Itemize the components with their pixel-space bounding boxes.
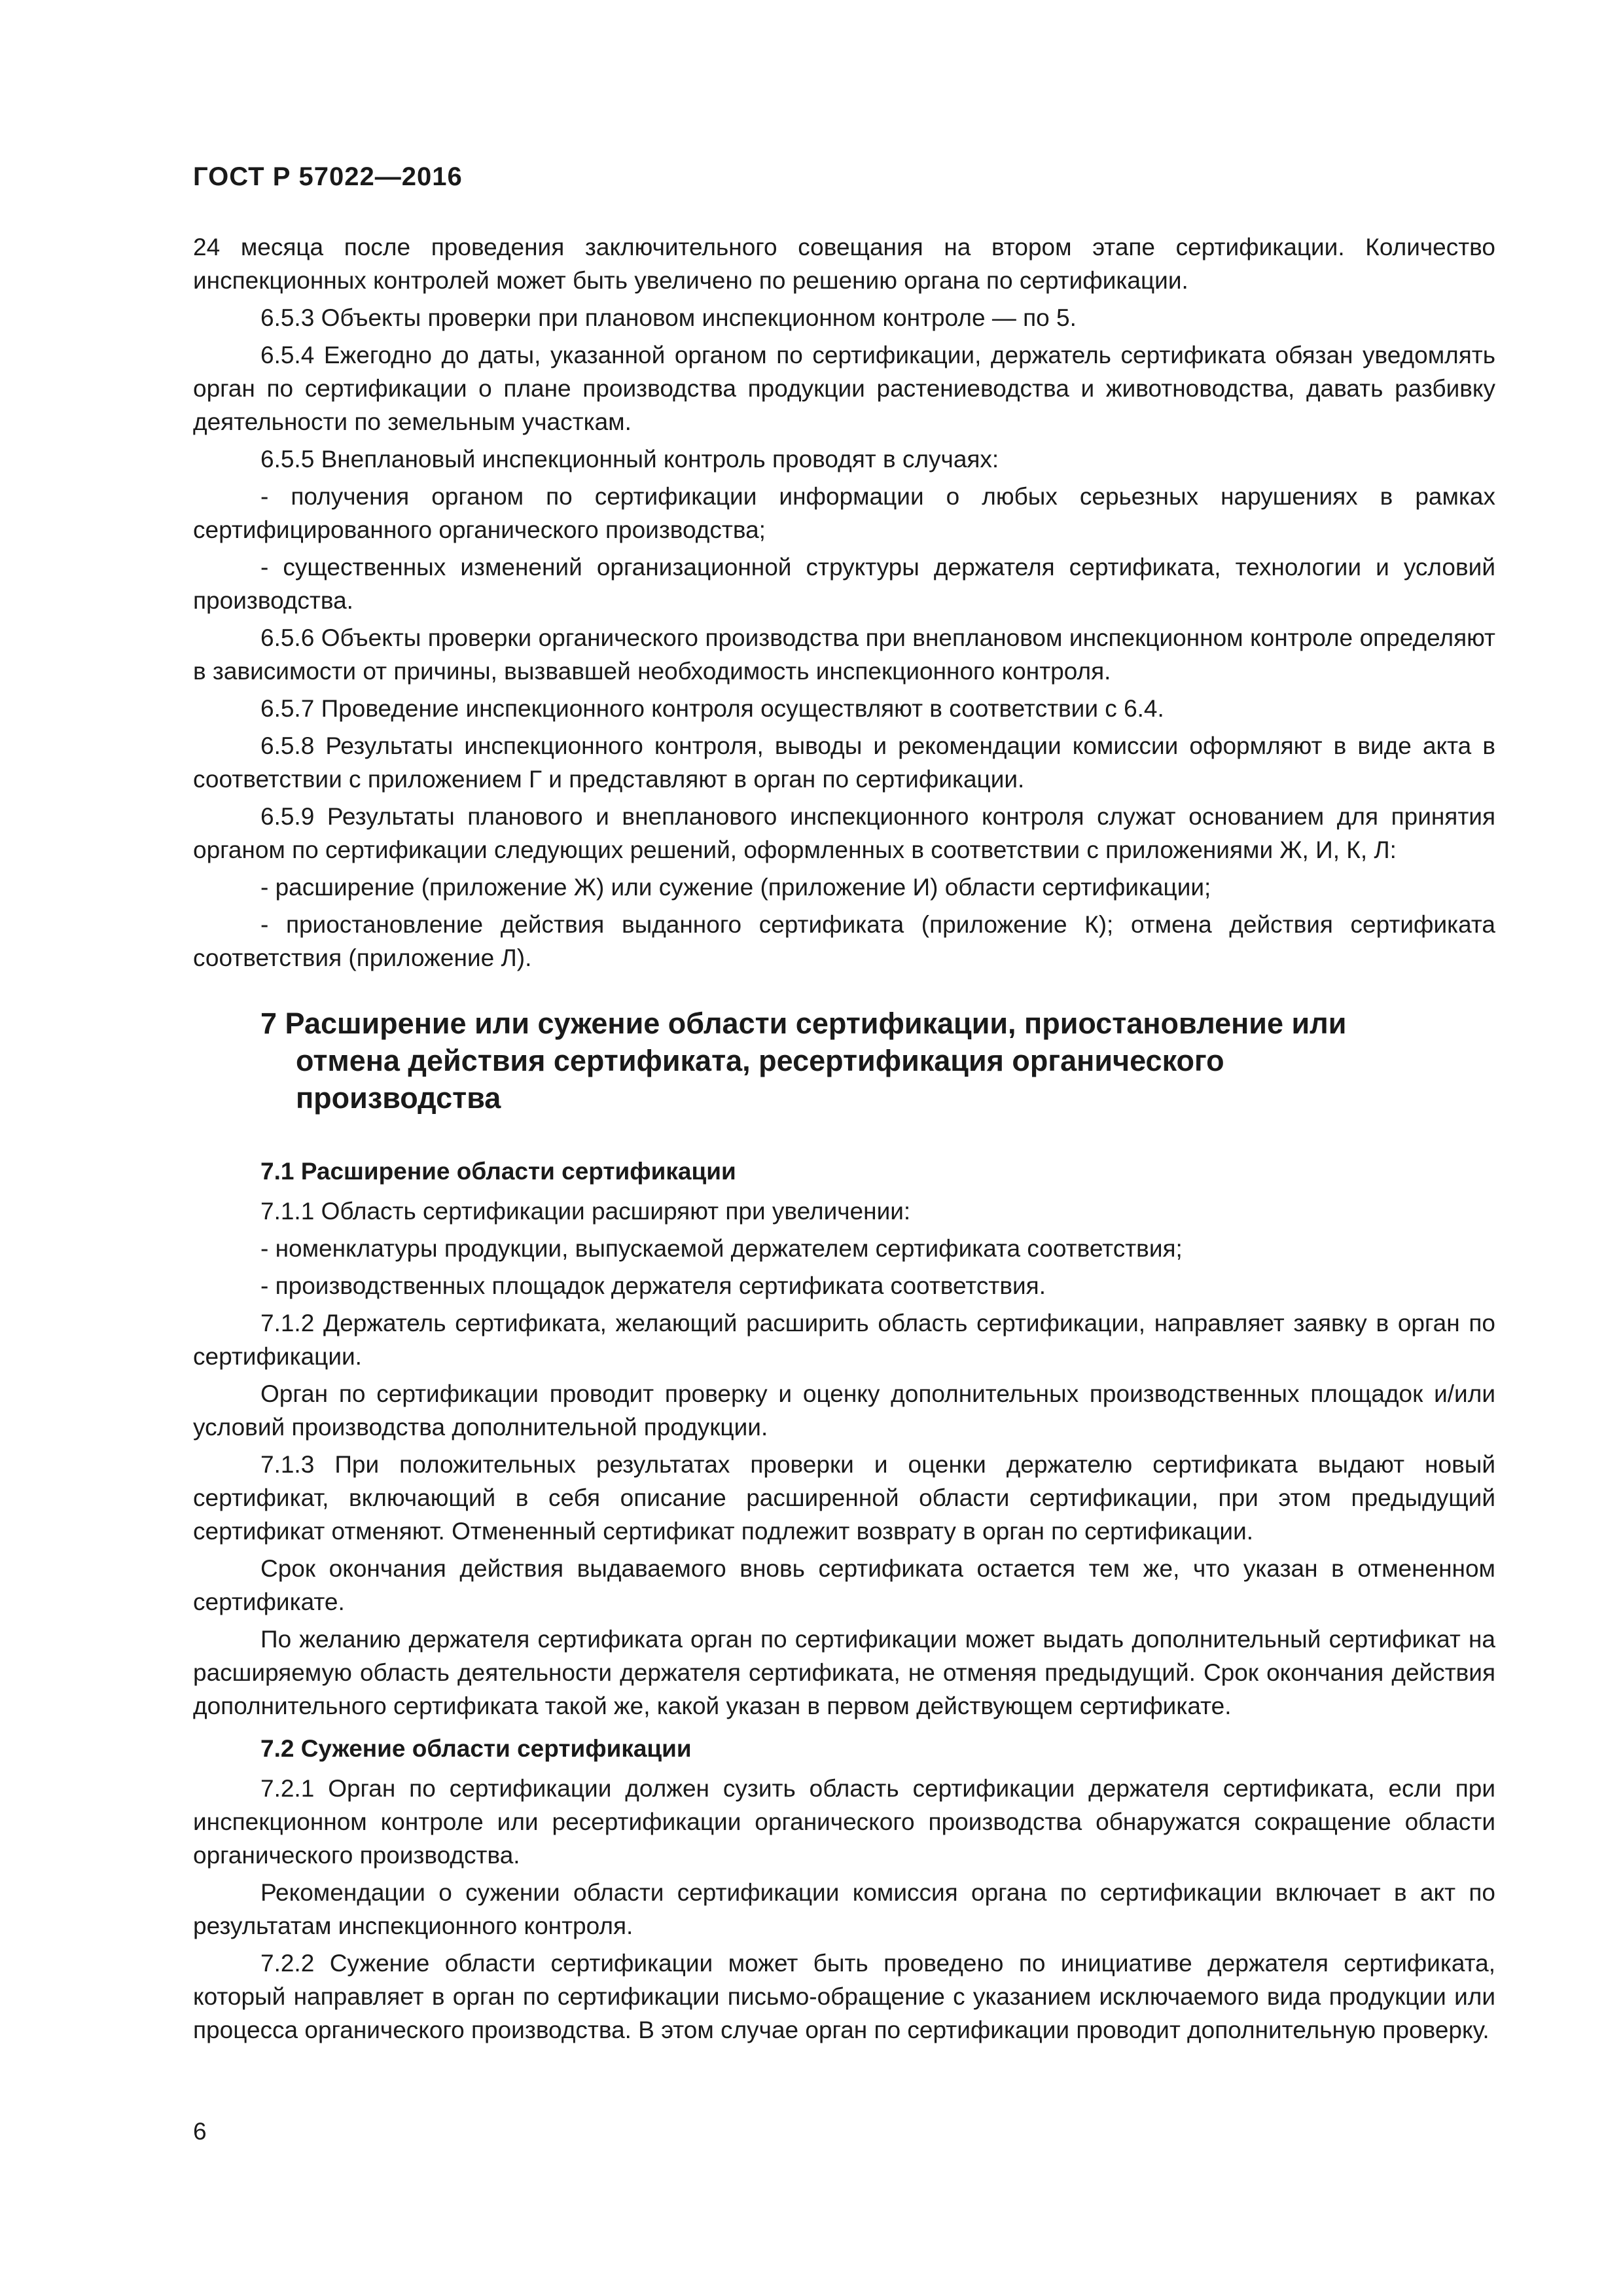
page-number: 6 <box>193 2118 207 2145</box>
section-7-heading: 7 Расширение или сужение области сертификации, приостановление или отмена действия сертификата, ресертификация органического производства <box>260 1007 1347 1115</box>
list-item: - производственных площадок держателя сертификата соответствия. <box>260 1272 1046 1299</box>
paragraph: 7.1.1 Область сертификации расширяют при увеличении: <box>260 1198 911 1225</box>
paragraph: 7.2.2 Сужение области сертификации может быть проведено по инициативе держателя сертификата, который направляет в орган по сертификации письмо-обращение с указанием исключаемого вида продукции или процесса органического производства. В этом случае орган по сертификации проводит дополнительную проверку. <box>193 1950 1495 2043</box>
list-item: - существенных изменений организационной структуры держателя сертификата, технологии и условий производства. <box>193 554 1495 614</box>
paragraph: 6.5.6 Объекты проверки органического производства при внеплановом инспекционном контроле определяют в зависимости от причины, вызвавшей необходимость инспекционного контроля. <box>193 624 1495 685</box>
subsection-7-2-heading: 7.2 Сужение области сертификации <box>260 1735 692 1762</box>
paragraph: Срок окончания действия выдаваемого вновь сертификата остается тем же, что указан в отмененном сертификате. <box>193 1555 1495 1615</box>
paragraph: Орган по сертификации проводит проверку и оценку дополнительных производственных площадок и/или условий производства дополнительной продукции. <box>193 1380 1495 1441</box>
paragraph: 7.1.2 Держатель сертификата, желающий расширить область сертификации, направляет заявку в орган по сертификации. <box>193 1310 1495 1370</box>
paragraph: 6.5.4 Ежегодно до даты, указанной органом по сертификации, держатель сертификата обязан уведомлять орган по сертификации о плане производства продукции растениеводства и животноводства, давать разбивку деятельности по земельным участкам. <box>193 342 1495 435</box>
paragraph: 6.5.3 Объекты проверки при плановом инспекционном контроле — по 5. <box>260 304 1077 331</box>
paragraph: 24 месяца после проведения заключительного совещания на втором этапе сертификации. Количество инспекционных контролей может быть увеличено по решению органа по сертификации. <box>193 234 1495 294</box>
list-item: - расширение (приложение Ж) или сужение (приложение И) области сертификации; <box>260 874 1211 901</box>
paragraph: 6.5.8 Результаты инспекционного контроля, выводы и рекомендации комиссии оформляют в виде акта в соответствии с приложением Г и представляют в орган по сертификации. <box>193 732 1495 793</box>
paragraph: 7.1.3 При положительных результатах проверки и оценки держателю сертификата выдают новый сертификат, включающий в себя описание расширенной области сертификации, при этом предыдущий сертификат отменяют. Отмененный сертификат подлежит возврату в орган по сертификации. <box>193 1451 1495 1545</box>
paragraph: 6.5.5 Внеплановый инспекционный контроль проводят в случаях: <box>260 446 999 473</box>
subsection-7-1-body <box>193 1194 1495 1723</box>
list-item: - приостановление действия выданного сертификата (приложение К); отмена действия сертификата соответствия (приложение Л). <box>193 911 1495 971</box>
list-item: - номенклатуры продукции, выпускаемой держателем сертификата соответствия; <box>260 1235 1183 1262</box>
subsection-7-2-body <box>193 1772 1495 2047</box>
subsection-7-1-heading: 7.1 Расширение области сертификации <box>260 1158 736 1185</box>
list-item: - получения органом по сертификации информации о любых серьезных нарушениях в рамках сертифицированного органического производства; <box>193 483 1495 543</box>
document-body <box>193 230 1495 2051</box>
section-6-5-continuation <box>193 230 1495 975</box>
document-header: ГОСТ Р 57022—2016 <box>193 162 463 191</box>
paragraph: Рекомендации о сужении области сертификации комиссия органа по сертификации включает в акт по результатам инспекционного контроля. <box>193 1879 1495 1939</box>
paragraph: 6.5.9 Результаты планового и внепланового инспекционного контроля служат основанием для принятия органом по сертификации следующих решений, оформленных в соответствии с приложениями Ж, И, К, Л: <box>193 803 1495 863</box>
paragraph: 6.5.7 Проведение инспекционного контроля осуществляют в соответствии с 6.4. <box>260 695 1164 722</box>
document-page <box>193 0 1495 2296</box>
paragraph: По желанию держателя сертификата орган по сертификации может выдать дополнительный сертификат на расширяемую область деятельности держателя сертификата, не отменяя предыдущий. Срок окончания действия дополнительного сертификата такой же, какой указан в первом действующем сертификате. <box>193 1626 1495 1719</box>
paragraph: 7.2.1 Орган по сертификации должен сузить область сертификации держателя сертификата, если при инспекционном контроле или ресертификации органического производства обнаружатся сокращение области органического производства. <box>193 1775 1495 1869</box>
